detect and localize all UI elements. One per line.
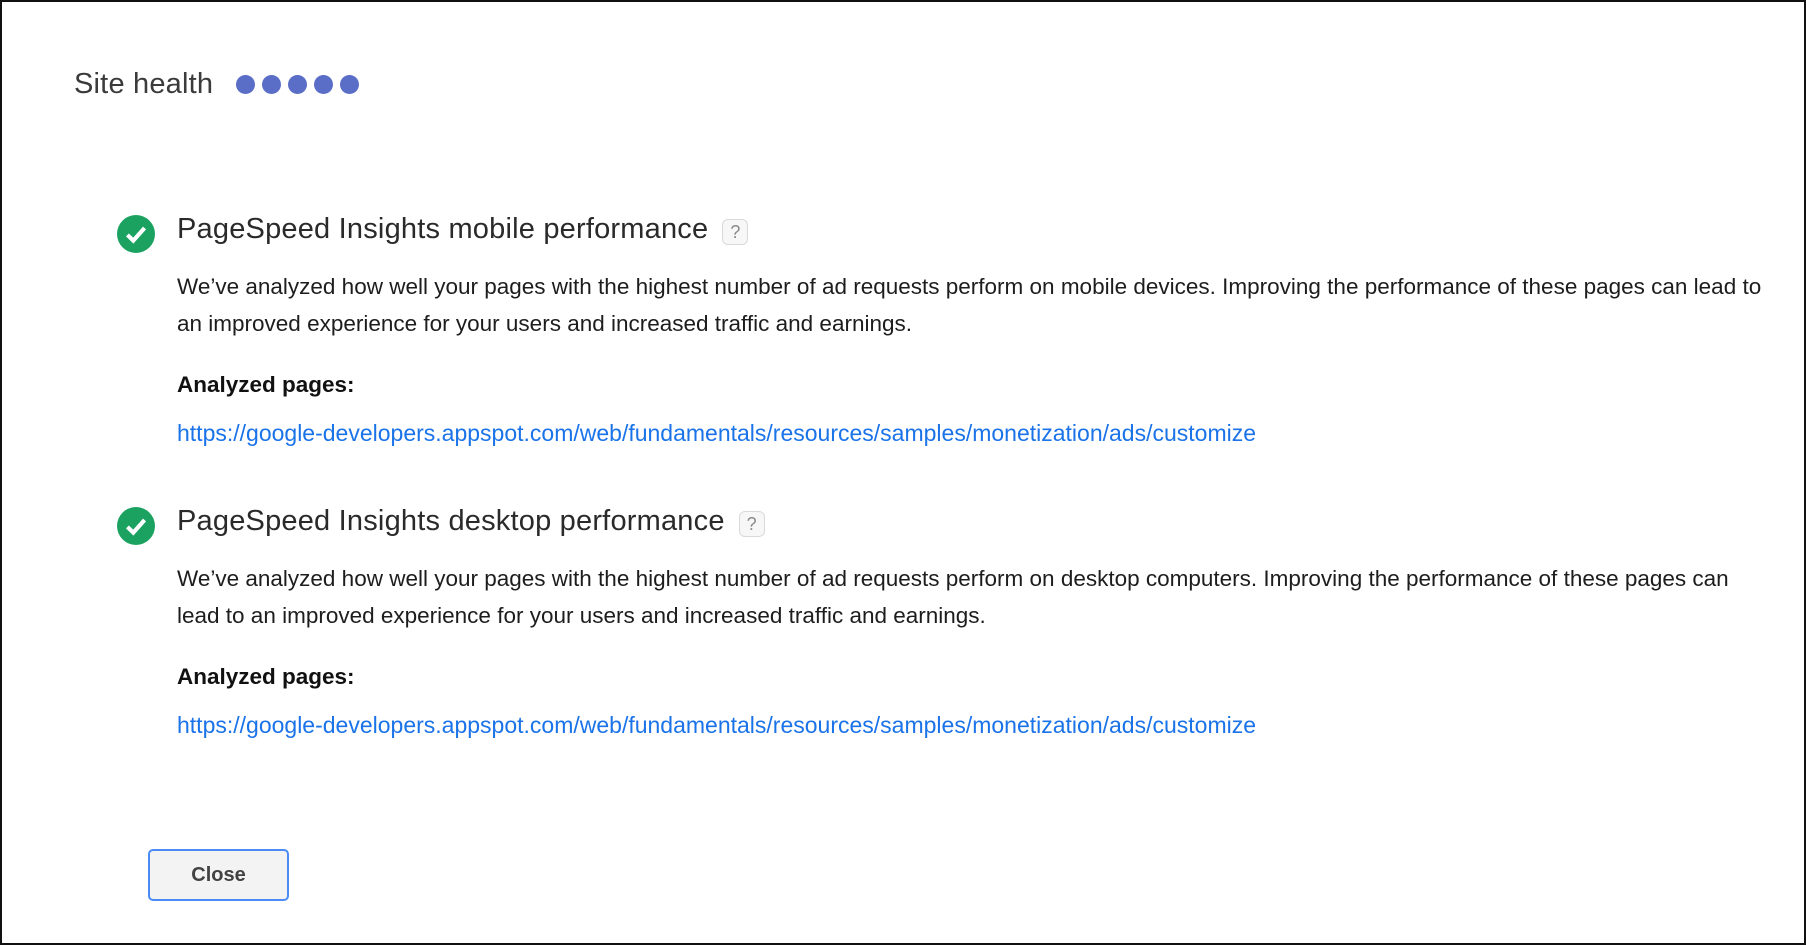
analyzed-page-link[interactable]: https://google-developers.appspot.com/web/fundamentals/resources/samples/monetization/ads/customize: [177, 420, 1257, 446]
analyzed-page-link[interactable]: https://google-developers.appspot.com/web/fundamentals/resources/samples/monetization/ads/customize: [177, 712, 1257, 738]
section-heading: PageSpeed Insights mobile performance: [177, 213, 709, 245]
section-pagespeed-desktop: [117, 505, 1768, 739]
section-heading: PageSpeed Insights desktop performance: [177, 505, 725, 537]
score-dot: [236, 75, 255, 94]
close-button[interactable]: Close: [148, 849, 289, 901]
help-icon[interactable]: ?: [739, 511, 765, 537]
section-description: We’ve analyzed how well your pages with the highest number of ad requests perform on mobile devices. Improving the performance of these pages can lead to an improved experience for your users and increased traffic and earnings.: [177, 274, 1762, 336]
check-circle-icon: [117, 215, 155, 253]
score-dot: [314, 75, 333, 94]
section-description: We’ve analyzed how well your pages with the highest number of ad requests perform on desktop computers. Improving the performance of these pages can lead to an improved experience for your users and increased traffic and earnings.: [177, 566, 1729, 628]
check-circle-icon: [117, 507, 155, 545]
title-row: [74, 68, 1768, 101]
page-title: Site health: [74, 68, 214, 100]
score-dot: [262, 75, 281, 94]
analyzed-pages-label: Analyzed pages:: [177, 664, 355, 689]
analyzed-pages-label: Analyzed pages:: [177, 372, 355, 397]
site-health-score-dots: [229, 75, 359, 94]
help-icon[interactable]: ?: [722, 219, 748, 245]
section-pagespeed-mobile: [117, 213, 1768, 447]
score-dot: [288, 75, 307, 94]
footer: [74, 797, 1768, 901]
score-dot: [340, 75, 359, 94]
